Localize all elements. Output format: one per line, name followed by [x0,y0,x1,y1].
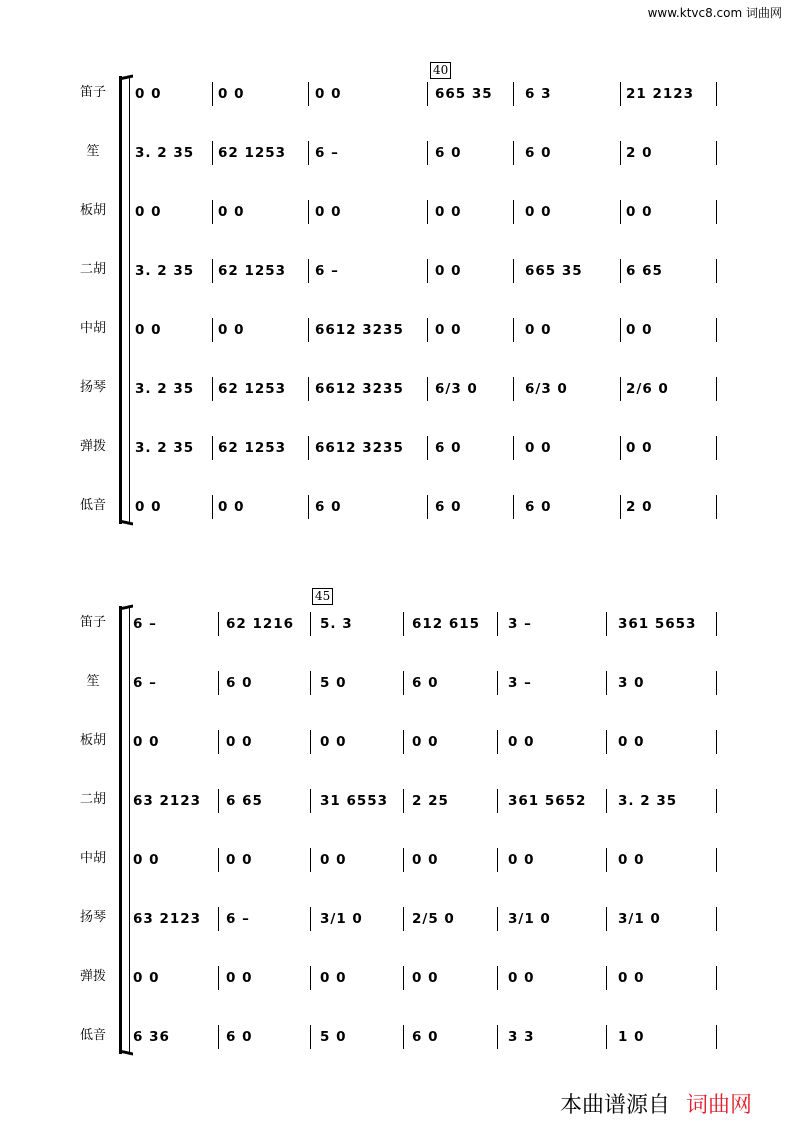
measure-notation: 0 0 [133,852,160,868]
measure-notation: 1 0 [618,1029,645,1045]
barline [716,966,717,990]
barline [620,436,621,460]
measure-notation: 6 0 [525,145,552,161]
barline [308,436,309,460]
measure-notation: 0 0 [618,852,645,868]
barline [716,848,717,872]
measure-notation: 0 0 [218,499,245,515]
barline [310,671,311,695]
measure-notation: 361 5653 [618,616,697,632]
barline [497,907,498,931]
instrument-label: 低音 [79,498,106,513]
measure-notation: 63 2123 [133,793,202,809]
measure-notation: 0 0 [508,852,535,868]
barline [218,730,219,754]
barline [427,200,428,224]
measure-notation: 0 0 [626,204,653,220]
measure-notation: 0 0 [218,86,245,102]
measure-notation: 0 0 [412,734,439,750]
barline [218,966,219,990]
measure-notation: 5. 3 [320,616,353,632]
barline [212,82,213,106]
barline [716,789,717,813]
barline [308,141,309,165]
measure-notation: 0 0 [525,440,552,456]
barline [218,907,219,931]
barline [620,259,621,283]
barline [497,1025,498,1049]
measure-notation: 6612 3235 [315,440,404,456]
barline [716,141,717,165]
measure-notation: 63 2123 [133,911,202,927]
barline [310,966,311,990]
site-watermark: www.ktvc8.com 词曲网 [647,6,782,20]
measure-notation: 6 – [315,145,339,161]
measure-notation: 6/3 0 [525,381,568,397]
measure-notation: 0 0 [226,734,253,750]
barline [403,848,404,872]
measure-notation: 2 25 [412,793,449,809]
instrument-label: 弹拨 [79,439,106,454]
barline [497,730,498,754]
measure-notation: 6 0 [435,145,462,161]
barline [716,1025,717,1049]
measure-notation: 0 0 [315,204,342,220]
barline [513,141,514,165]
barline [513,495,514,519]
score-system-2 [0,589,792,1060]
measure-notation: 0 0 [135,499,162,515]
barline [403,789,404,813]
measure-notation: 361 5652 [508,793,587,809]
barline [212,495,213,519]
measure-notation: 3 – [508,616,532,632]
barline [513,436,514,460]
measure-notation: 0 0 [435,322,462,338]
measure-notation: 0 0 [435,204,462,220]
measure-notation: 0 0 [135,204,162,220]
footer-prefix: 本曲谱源自 [560,1093,671,1118]
barline [620,318,621,342]
barline [620,141,621,165]
barline [403,907,404,931]
barline [606,730,607,754]
measure-notation: 6 0 [226,675,253,691]
barline [310,848,311,872]
barline [308,200,309,224]
measure-notation: 6/3 0 [435,381,478,397]
score-system-1 [0,63,792,530]
measure-notation: 6612 3235 [315,322,404,338]
measure-notation: 62 1253 [218,440,287,456]
measure-notation: 3. 2 35 [135,381,195,397]
measure-notation: 2/6 0 [626,381,669,397]
measure-notation: 2/5 0 [412,911,455,927]
barline [716,436,717,460]
measure-notation: 0 0 [320,734,347,750]
measure-notation: 6 65 [226,793,263,809]
barline [716,318,717,342]
barline [716,82,717,106]
measure-notation: 6 0 [412,1029,439,1045]
barline [497,789,498,813]
measure-notation: 0 0 [133,970,160,986]
barline [606,966,607,990]
measure-notation: 0 0 [226,970,253,986]
barline [403,612,404,636]
barline [606,671,607,695]
measure-notation: 3 0 [618,675,645,691]
barline [427,377,428,401]
measure-notation: 6 0 [435,440,462,456]
barline [427,318,428,342]
measure-notation: 0 0 [133,734,160,750]
barline [403,966,404,990]
instrument-label: 扬琴 [79,380,106,395]
measure-notation: 665 35 [525,263,583,279]
measure-notation: 0 0 [320,852,347,868]
measure-notation: 6612 3235 [315,381,404,397]
measure-notation: 5 0 [320,675,347,691]
measure-notation: 3. 2 35 [618,793,678,809]
measure-notation: 62 1253 [218,263,287,279]
barline [497,612,498,636]
measure-notation: 62 1216 [226,616,295,632]
barline [218,671,219,695]
measure-notation: 665 35 [435,86,493,102]
barline [427,495,428,519]
measure-notation: 0 0 [412,970,439,986]
measure-notation: 3 – [508,675,532,691]
barline [310,612,311,636]
barline [427,259,428,283]
measure-notation: 2 0 [626,499,653,515]
barline [716,612,717,636]
measure-notation: 0 0 [626,322,653,338]
instrument-label: 低音 [79,1028,106,1043]
barline [606,612,607,636]
barline [212,259,213,283]
barline [212,318,213,342]
barline [310,789,311,813]
measure-notation: 0 0 [435,263,462,279]
measure-notation: 5 0 [320,1029,347,1045]
measure-notation: 0 0 [135,86,162,102]
measure-notation: 21 2123 [626,86,695,102]
barline [606,789,607,813]
barline [716,495,717,519]
source-footer [560,1088,752,1119]
barline [218,848,219,872]
footer-site-name: 词曲网 [686,1093,753,1118]
barline [403,1025,404,1049]
measure-notation: 612 615 [412,616,481,632]
measure-notation: 0 0 [320,970,347,986]
measure-notation: 0 0 [508,734,535,750]
measure-notation: 0 0 [226,852,253,868]
measure-notation: 3 3 [508,1029,535,1045]
barline [310,907,311,931]
barline [212,436,213,460]
measure-notation: 3/1 0 [508,911,551,927]
measure-notation: 6 – [133,675,157,691]
measure-notation: 3/1 0 [320,911,363,927]
barline [403,730,404,754]
barline [308,318,309,342]
barline [427,141,428,165]
barline [716,200,717,224]
system-brace [119,606,128,1054]
system-brace [119,76,128,524]
measure-notation: 6 0 [525,499,552,515]
barline [403,671,404,695]
barline [218,789,219,813]
system-line [129,78,130,522]
barline [716,377,717,401]
barline [620,82,621,106]
measure-notation: 6 36 [133,1029,170,1045]
instrument-label: 笛子 [79,85,106,100]
barline [606,1025,607,1049]
system-line [129,608,130,1052]
measure-notation: 0 0 [525,322,552,338]
instrument-label: 中胡 [79,851,106,866]
measure-notation: 0 0 [135,322,162,338]
instrument-label: 弹拨 [79,969,106,984]
measure-notation: 6 0 [412,675,439,691]
barline [308,377,309,401]
barline [620,377,621,401]
barline [427,436,428,460]
measure-notation: 62 1253 [218,145,287,161]
instrument-label: 笙 [86,674,100,689]
barline [513,200,514,224]
instrument-label: 笙 [86,144,100,159]
measure-notation: 6 – [315,263,339,279]
measure-notation: 6 – [133,616,157,632]
barline [716,730,717,754]
measure-notation: 6 3 [525,86,552,102]
barline [497,671,498,695]
barline [218,612,219,636]
measure-notation: 6 – [226,911,250,927]
instrument-label: 二胡 [79,792,106,807]
instrument-label: 中胡 [79,321,106,336]
measure-notation: 3. 2 35 [135,440,195,456]
barline [606,848,607,872]
barline [513,377,514,401]
rehearsal-mark: 45 [312,588,333,605]
barline [497,966,498,990]
measure-notation: 6 0 [435,499,462,515]
barline [620,495,621,519]
measure-notation: 6 0 [226,1029,253,1045]
measure-notation: 0 0 [618,734,645,750]
barline [427,82,428,106]
barline [513,318,514,342]
instrument-label: 扬琴 [79,910,106,925]
barline [620,200,621,224]
barline [497,848,498,872]
barline [212,200,213,224]
instrument-label: 板胡 [79,203,106,218]
instrument-label: 二胡 [79,262,106,277]
barline [716,259,717,283]
measure-notation: 6 0 [315,499,342,515]
barline [310,730,311,754]
barline [716,671,717,695]
barline [308,259,309,283]
measure-notation: 0 0 [525,204,552,220]
measure-notation: 0 0 [618,970,645,986]
barline [218,1025,219,1049]
measure-notation: 3. 2 35 [135,145,195,161]
barline [513,82,514,106]
barline [212,377,213,401]
measure-notation: 6 65 [626,263,663,279]
measure-notation: 3/1 0 [618,911,661,927]
measure-notation: 0 0 [315,86,342,102]
measure-notation: 0 0 [412,852,439,868]
measure-notation: 2 0 [626,145,653,161]
measure-notation: 0 0 [218,322,245,338]
measure-notation: 31 6553 [320,793,389,809]
measure-notation: 0 0 [508,970,535,986]
measure-notation: 0 0 [218,204,245,220]
barline [212,141,213,165]
instrument-label: 笛子 [79,615,106,630]
barline [716,907,717,931]
barline [308,495,309,519]
instrument-label: 板胡 [79,733,106,748]
measure-notation: 0 0 [626,440,653,456]
barline [308,82,309,106]
measure-notation: 62 1253 [218,381,287,397]
rehearsal-mark: 40 [430,62,451,79]
barline [606,907,607,931]
barline [513,259,514,283]
barline [310,1025,311,1049]
measure-notation: 3. 2 35 [135,263,195,279]
